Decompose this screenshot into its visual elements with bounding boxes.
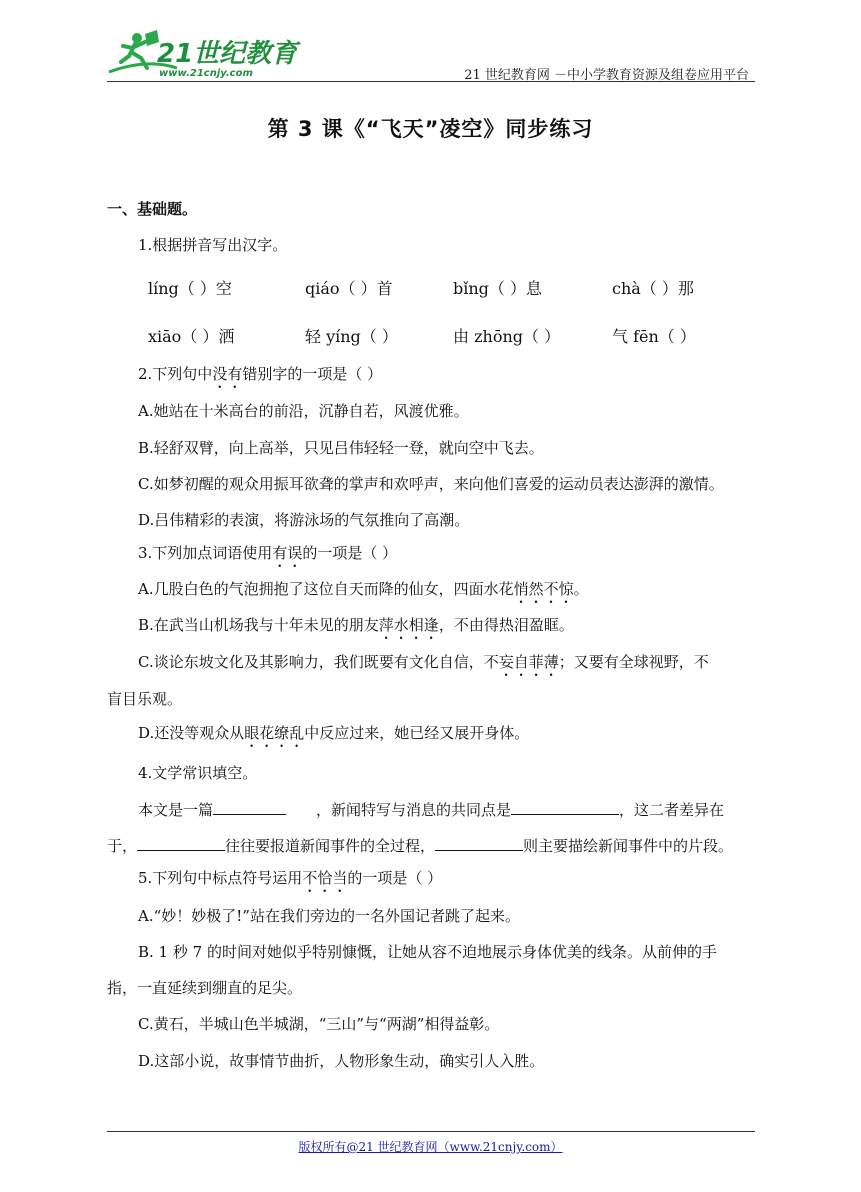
fill-blank[interactable] [435,835,523,851]
option-d: D.这部小说，故事情节曲折，人物形象生动，确实引人入胜。 [138,1052,545,1070]
emphasis-text: 妄自菲薄 [498,653,559,671]
option-c: C.如梦初醒的观众用振耳欲聋的掌声和欢呼声，来向他们喜爱的运动员表达澎湃的激情。 [138,475,724,493]
option-a: A.“妙！妙极了!”站在我们旁边的一名外国记者跳了起来。 [138,907,520,925]
option-c: C.谈论东坡文化及其影响力，我们既要有文化自信，不妄自菲薄；又要有全球视野，不 [138,653,709,671]
fill-blank[interactable] [137,835,225,851]
logo-text: 21世纪教育 [157,39,298,69]
option-c-continued: 盲目乐观。 [107,690,183,708]
footer-divider [107,1131,755,1132]
header-divider [107,81,755,82]
emphasis-text: 眼花缭乱 [244,724,305,742]
option-a: A.几股白色的气泡拥抱了这位自天而降的仙女，四面水花悄然不惊。 [138,580,589,598]
page-title: 第 3 课《“飞天”凌空》同步练习 [267,117,594,141]
fill-paragraph-line1: 本文是一篇 ，新闻特写与消息的共同点是 ，这二者差异在 [138,801,725,819]
option-b-continued: 指，一直延续到绷直的足尖。 [107,979,303,997]
emphasis-text: 有误 [272,544,303,562]
pinyin-item: chà（ ）那 [612,279,694,298]
emphasis-text: 没有 [212,365,243,383]
pinyin-item: bǐng（ ）息 [453,279,542,298]
pinyin-item: líng（ ）空 [148,279,232,298]
option-b: B.轻舒双臂，向上高举，只见吕伟轻轻一登，就向空中飞去。 [138,439,544,457]
question-3-stem: 3.下列加点词语使用有误的一项是（ ） [138,544,398,562]
site-logo [107,28,298,80]
emphasis-text: 悄然不惊 [513,580,574,598]
emphasis-text: 不恰当 [302,869,348,887]
emphasis-text: 萍水相逢 [378,616,439,634]
pinyin-item: qiáo（ ）首 [305,279,393,298]
option-b: B. 1 秒 7 的时间对她似乎特别慷慨，让她从容不迫地展示身体优美的线条。从前伸的手 [138,943,717,961]
section-heading: 一、基础题。 [107,200,198,218]
option-c: C.黄石，半城山色半城湖，“三山”与“两湖”相得益彰。 [138,1015,500,1033]
option-a: A.她站在十米高台的前沿，沉静自若，风渡优雅。 [138,402,469,420]
pinyin-item: 由 zhōng（ ） [453,327,561,346]
logo-url: www.21cnjy.com [159,68,253,79]
fill-blank[interactable] [213,799,286,815]
site-slogan: 21 世纪教育网 －中小学教育资源及组卷应用平台 [464,68,749,83]
pinyin-item: 气 fēn（ ） [612,327,696,346]
page-header [107,28,755,82]
question-2-stem: 2.下列句中没有错别字的一项是（ ） [138,365,383,383]
question-4-stem: 4.文学常识填空。 [138,764,258,782]
option-d: D.吕伟精彩的表演，将游泳场的气氛推向了高潮。 [138,511,470,529]
fill-blank[interactable] [511,799,619,815]
copyright-link[interactable]: 版权所有@21 世纪教育网（www.21cnjy.com） [298,1140,563,1154]
fill-paragraph-line2: 于， 往往要报道新闻事件的全过程， 则主要描绘新闻事件中的片段。 [107,837,734,855]
option-d: D.还没等观众从眼花缭乱中反应过来，她已经又展开身体。 [138,724,530,742]
question-1-stem: 1.根据拼音写出汉字。 [138,236,288,254]
option-b: B.在武当山机场我与十年未见的朋友萍水相逢，不由得热泪盈眶。 [138,616,574,634]
question-5-stem: 5.下列句中标点符号运用不恰当的一项是（ ） [138,869,443,887]
pinyin-item: xiāo（ ）洒 [148,327,235,346]
runner-logo-icon [107,28,298,80]
pinyin-item: 轻 yíng（ ） [305,327,398,346]
